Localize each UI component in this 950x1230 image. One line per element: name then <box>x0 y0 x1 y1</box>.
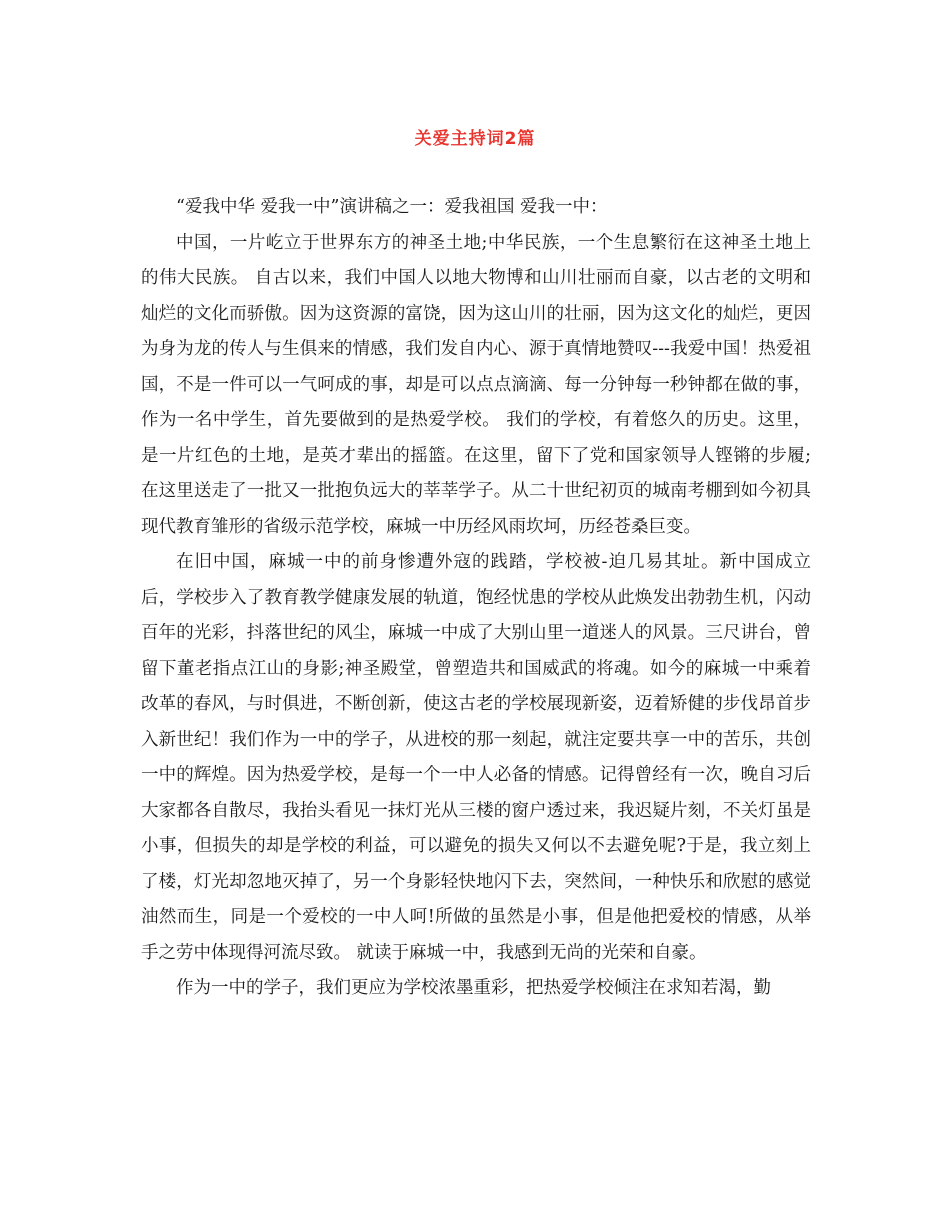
paragraph-2: 在旧中国，麻城一中的前身惨遭外寇的践踏，学校被-迫几易其址。新中国成立后，学校步入了教育教学健康发展的轨道，饱经忧患的学校从此焕发出勃勃生机，闪动百年的光彩，抖落世纪的风尘，麻城一中成了大别山里一道迷人的风景。三尺讲台，曾留下董老指点江山的身影;神圣殿堂，曾塑造共和国威武的将魂。如今的麻城一中乘着改革的春风，与时俱进，不断创新，使这古老的学校展现新姿，迈着矫健的步伐昂首步入新世纪！我们作为一中的学子，从进校的那一刻起，就注定要共享一中的苦乐，共创一中的辉煌。因为热爱学校，是每一个一中人必备的情感。记得曾经有一次，晚自习后大家都各自散尽，我抬头看见一抹灯光从三楼的窗户透过来，我迟疑片刻，不关灯虽是小事，但损失的却是学校的利益，可以避免的损失又何以不去避免呢?于是，我立刻上了楼，灯光却忽地灭掉了，另一个身影轻快地闪下去，突然间，一种快乐和欣慰的感觉油然而生，同是一个爱校的一中人呵!所做的虽然是小事，但是他把爱校的情感，从举手之劳中体现得河流尽致。 就读于麻城一中，我感到无尚的光荣和自豪。 <box>141 552 811 963</box>
paragraph-3: 作为一中的学子，我们更应为学校浓墨重彩，把热爱学校倾注在求知若渴，勤 <box>176 978 771 998</box>
document-body <box>141 190 811 1007</box>
paragraph-intro: “爱我中华 爱我一中”演讲稿之一：爱我祖国 爱我一中： <box>176 197 608 217</box>
paragraph-1: 中国，一片屹立于世界东方的神圣土地;中华民族，一个生息繁衍在这神圣土地上的伟大民族。 自古以来，我们中国人以地大物博和山川壮丽而自豪，以古老的文明和灿烂的文化而骄傲。因为这资源的富饶，因为这山川的壮丽，因为这文化的灿烂，更因为身为龙的传人与生俱来的情感，我们发自内心、源于真情地赞叹---我爱中国！热爱祖国，不是一件可以一气呵成的事，却是可以点点滴滴、每一分钟每一秒钟都在做的事，作为一名中学生，首先要做到的是热爱学校。 我们的学校，有着悠久的历史。这里，是一片红色的土地，是英才辈出的摇篮。在这里，留下了党和国家领导人铿锵的步履;在这里送走了一批又一批抱负远大的莘莘学子。从二十世纪初页的城南考棚到如今初具现代教育雏形的省级示范学校，麻城一中历经风雨坎坷，历经苍桑巨变。 <box>141 232 811 537</box>
document-title: 关爱主持词2篇 <box>414 129 536 149</box>
